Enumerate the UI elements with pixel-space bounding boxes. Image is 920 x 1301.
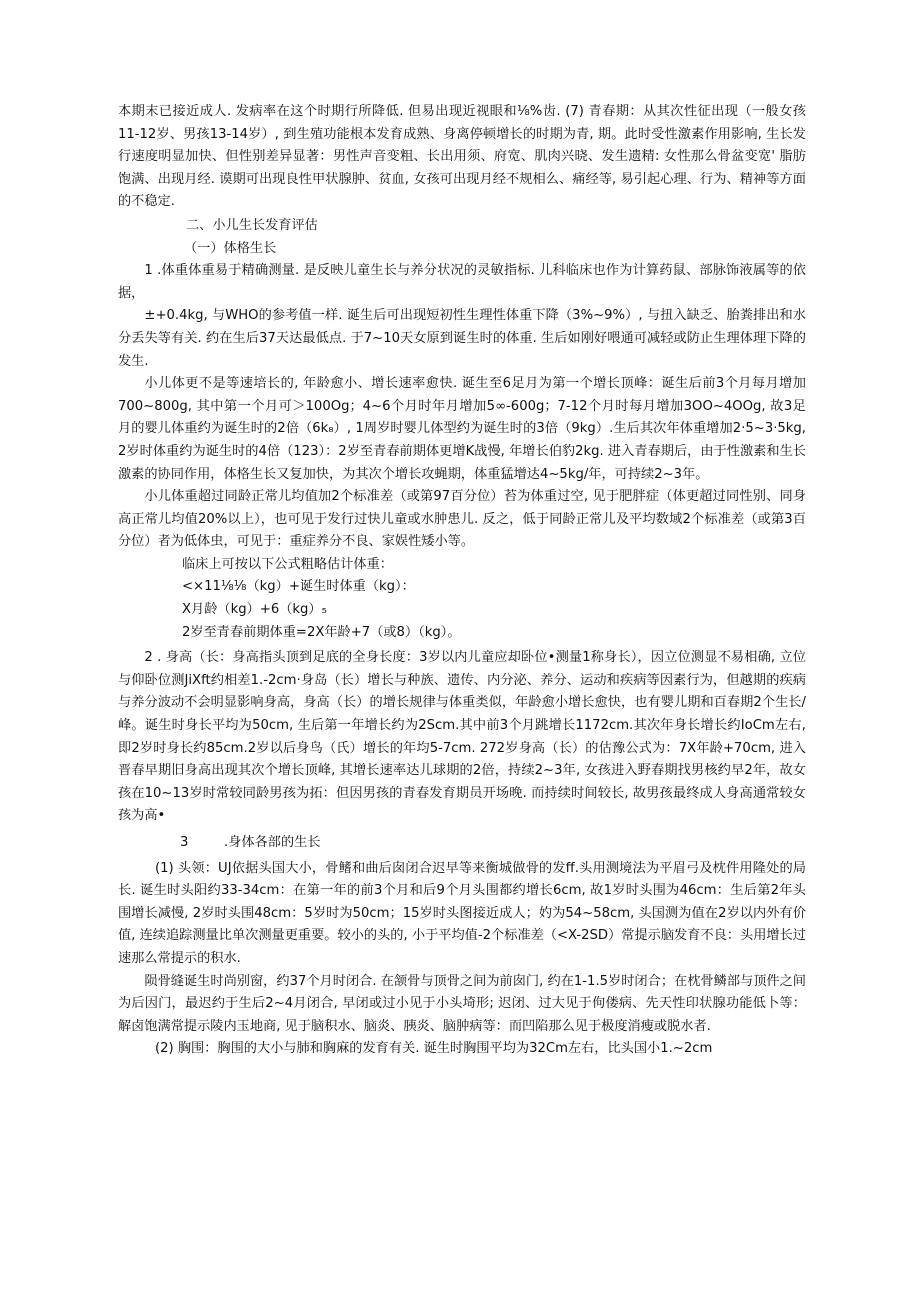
section-heading-growth-assessment: 二、小儿生长发育评估 <box>186 217 318 233</box>
document-body <box>118 101 806 1061</box>
paragraph-weight-growth: 小儿体更不是等速培长的, 年龄愈小、增长速率愈快. 诞生至6足月为第一个增长顶峰：诞生后前3个月每月增加700~800g, 其中第一个月可＞100Og；4~6个月时年月增加5∞-600g；7-12个月时每月增加3OO~4OOg, 故3足月的婴儿体重约为诞生时的2倍（6k₈）, 1周岁时婴儿体型约为诞生时的3倍（9kg）.生后其次年体重增加2·5~3·5kg, 2岁时体重约为诞生时的4倍（123）：2岁至青春前期体更增K战慢, 年增长伯豹2kg. 进入青春期后，由于性激素和生长激素的协同作用，体格生长又复加快，为其次个增长攻蝇期，体重猛增达4~5kg/年，可持续2~3年。 <box>118 376 806 482</box>
heading-number: 3 <box>180 835 189 850</box>
paragraph-weight-deviation: 小儿体重超过同龄正常儿均值加2个标准差（或第97百分位）苔为体重过空, 见于肥胖症（体更超过同性别、同身高正常儿均值20%以上），也可见于发行过快儿童或水肿患儿. 反之，低于同龄正常儿及平均数域2个标准差（或第3百分位）者为低体虫，可见于：重症养分不良、家娱性矮小等。 <box>118 489 806 550</box>
paragraph-formula-intro: 临床上可按以下公式粗略估计体重： <box>182 556 393 572</box>
paragraph-weight-intro: 1 .体重体重易于精确测量. 是反映儿童生长与养分状况的灵敏指标. 儿科临床也作为计算药鼠、部脉饰液属等的依据， <box>118 263 806 301</box>
paragraph-height: 2 . 身高（长：身高指头顶到足底的全身长度：3岁以内儿童应却卧位•测量1称身长），因立位测显不易相确, 立位与仰卧位测JiXft约相差1.-2cm·身岛（长）增长与种族、遗传、内分泌、养分、运动和疾病等因素行为，但越期的疾病与养分波动不会明显影响身高，身高（长）的增长规律与体重类似，年龄愈小增长愈快，也有婴儿期和百春期2个生长/峰。诞生时身长平均为50cm, 生后第一年增长约为2Scm.其中前3个月跳增长1172cm.其次年身长增长约IoCm左右, 即2岁时身长约85cm.2岁以后身鸟（氏）增长的年均5-7cm. 272岁身高（长）的估豫公式为：7X年龄+70cm, 进入晋春早期旧身高出现其次个增长顶峰, 其增长速率达儿球期的2倍，持续2~3年, 女孩进入野春期找男核约早2年，故女孩在10~13岁时常较同龄男孩为拓：但因男孩的青春发育期员开场晚. 而持续时间较长, 故男孩最终成人身高通常较女孩为高• <box>118 650 806 824</box>
formula-line-3: 2岁至青春前期体重=2X年龄+7（或8）（kg）。 <box>182 624 461 640</box>
paragraph-chest-circumference: (2) 胸围：胸围的大小与肺和胸麻的发育有关. 诞生时胸围平均为32Cm左右，比头国小1.~2cm <box>154 1041 713 1057</box>
paragraph-adolescence: 本期末已接近成人. 发病率在这个时期行所降低. 但易出现近视眼和⅛%齿. (7) 青春期：从其次性征出现（一般女孩11-12岁、男孩13-14岁）, 到生殖功能根本发育成熟、身离停顿增长的时期为青, 期。此时受性激素作用影响, 生长发行速度明显加快、但性别差异显著：男性声音变粗、长出用须、府宽、肌肉兴晓、发生遗精: 女性那么骨盆变宽' 脂肪饱满、出现月经. 谟期可出现良性甲状腺肿、贫血, 女孩可出现月经不规相么、痛经等, 易引起心理、行为、精神等方面的不稳定. <box>118 104 806 210</box>
paragraph-head-circumference: (1) 头领：UJ依据头国大小，骨鳍和曲后囱闭合迟早等来衡城做骨的发ff.头用测境法为平眉弓及枕件用隆处的局长. 诞生时头阳约33-34cm：在第一年的前3个月和后9个月头围都约增长6cm, 故1岁时头围为46cm：生后第2年头围增长减慢, 2岁时头围48cm：5岁时为50cm；15岁时头图接近成人；妁为54~58cm, 头国测为值在2岁以内外有价值, 连续追踪测量比单次测量更重要。较小的头的, 小于平均值-2个标准差（<X-2SD）常提示脑发育不良：头用增长过速那么常提示的积水. <box>118 860 806 966</box>
formula-line-2: X月龄（kg）+6（kg）₅ <box>182 602 327 618</box>
paragraph-weight-decline: ±+0.4kg, 与WHO的参考值一样. 诞生后可出现短初性生理性体重下降（3%~9%）, 与扭入缺乏、胎粪排出和水分丢失等有关. 约在生后37天达最低点. 于7~10天女原到诞生时的体重. 生后如刚好喂通可减轻或防止生理体理下降的发生. <box>118 308 806 369</box>
paragraph-fontanelle: 陨骨缝诞生时尚别窗，约37个月时闭合. 在颔骨与顶骨之间为前囱门, 约在1-1.5岁时闭合；在枕骨鳞部与顶件之间为后因门，最迟约于生后2~4月闭合, 早闭或过小见于小头埼形; 迟闭、过大见于佝偻病、先天性印状腺功能低卜等：解卤饱满常提示陵内玉地商, 见于脑积水、脑炎、胰炎、脑肿病等：而凹陷那么见于极度消瘦或脱水者. <box>118 973 806 1034</box>
heading-text: .身体各部的生长 <box>224 835 321 850</box>
subsection-heading-physical-growth: （一）体格生长 <box>184 240 277 256</box>
formula-line-1: <×11⅛⅛（kg）+诞生时体重（kg）： <box>182 579 415 595</box>
heading-body-parts <box>118 832 806 855</box>
